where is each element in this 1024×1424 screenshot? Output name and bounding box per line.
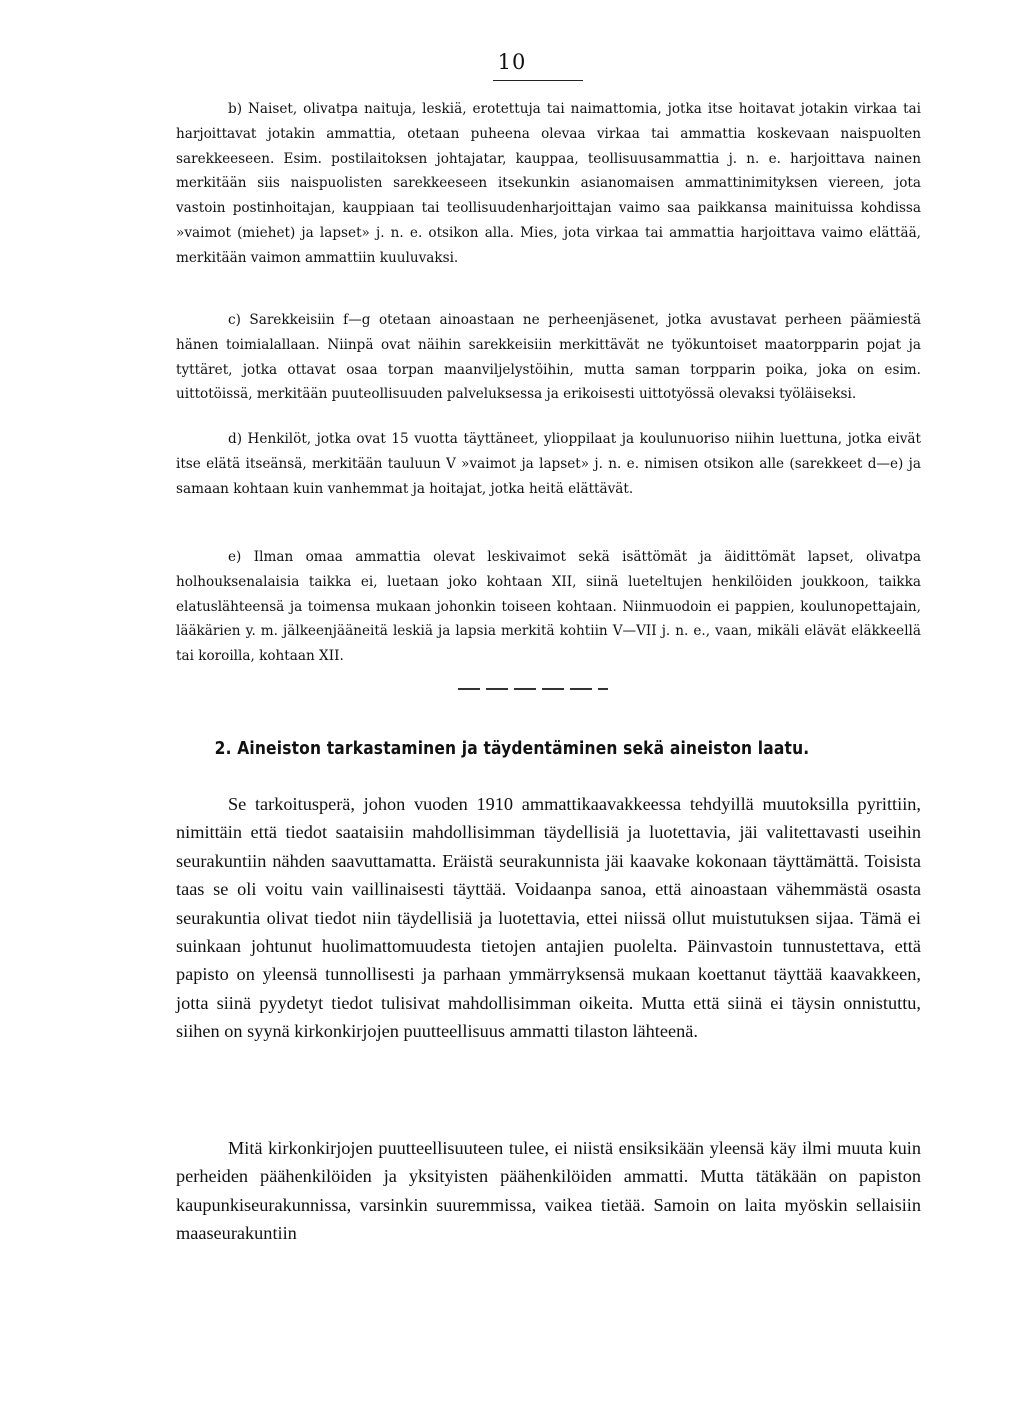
page-number: 10	[497, 50, 527, 74]
page-number-rule	[493, 80, 583, 81]
section-separator	[458, 688, 608, 690]
body-paragraph-2-text: Mitä kirkonkirjojen puutteellisuuteen tulee, ei niistä ensiksikään yleensä käy ilmi muuta kuin perheiden päähenkilöiden ja yksityisten päähenkilöiden ammatti. Mutta tätäkään on papiston kaupunkiseurakunnissa, varsinkin suuremmissa, vaikea tietää. Samoin on laita myöskin sellaisiin maaseurakuntiin	[176, 1138, 921, 1244]
body-paragraph-1-text: Se tarkoitusperä, johon vuoden 1910 ammattikaavakkeessa tehdyillä muutoksilla pyrittiin, nimittäin että tiedot saataisiin mahdollisimman täydellisiä ja luotettavia, jäi valitettavasti useihin seurakuntiin nähden saavuttamatta. Eräistä seurakunnista jäi kaavake kokonaan täyttämättä. Toisista taas se oli voitu vain vaillinaisesti täyttää. Voidaanpa sanoa, että ainoastaan vähemmästä osasta seurakuntia olivat tiedot niin täydellisiä ja luotettavia, ettei niissä ollut muistutuksen sijaa. Tämä ei suinkaan johtunut huolimattomuudesta tietojen antajien puolelta. Päinvastoin tunnustettava, että papisto on yleensä tunnollisesti ja parhaan ymmärryksensä mukaan koettanut täyttää kaavakkeen, jotta siinä pyydetyt tiedot tulisivat mahdollisimman oikeita. Mutta että siinä ei täysin onnistuttu, siihen on syynä kirkonkirjojen puutteellisuus ammatti tilaston lähteenä.	[176, 794, 921, 1042]
section-d-text: d) Henkilöt, jotka ovat 15 vuotta täyttäneet, ylioppilaat ja koulunuoriso niihin luettuna, jotka eivät itse elätä itseänsä, merkitään tauluun V »vaimot ja lapset» j. n. e. nimisen otsikon alle (sarekkeet d—e) ja samaan kohtaan kuin vanhemmat ja hoitajat, jotka heitä elättävät.	[176, 431, 921, 497]
section-c-text: c) Sarekkeisiin f—g otetaan ainoastaan ne perheenjäsenet, jotka avustavat perheen päämiestä hänen toimialallaan. Niinpä ovat näihin sarekkeisiin merkittävät ne työkuntoiset maatorpparin pojat ja tyttäret, jotka ottavat osaa torpan maanviljelystöihin, mutta saman torpparin poika, joka on esim. uittotöissä, merkitään puuteollisuuden palveluksessa ja erikoisesti uittotyössä olevaksi työläiseksi.	[176, 312, 921, 403]
section-b	[176, 97, 921, 271]
section-d	[176, 427, 921, 501]
section-e-text: e) Ilman omaa ammattia olevat leskivaimot sekä isättömät ja äidittömät lapset, olivatpa holhouksenalaisia taikka ei, luetaan joko kohtaan XII, siinä lueteltujen henkilöiden joukkoon, taikka elatuslähteensä ja toimensa mukaan johonkin toiseen kohtaan. Niinmuodoin ei pappien, koulunopettajain, lääkärien y. m. jälkeenjääneitä leskiä ja lapsia merkitä kohtiin V—VII j. n. e., vaan, mikäli elävät eläkkeellä tai koroilla, kohtaan XII.	[176, 549, 921, 665]
section-b-text: b) Naiset, olivatpa naituja, leskiä, erotettuja tai naimattomia, jotka itse hoitavat jotakin virkaa tai harjoittavat jotakin ammattia, otetaan puheena olevaa virkaa tai ammattia koskevaan naispuolten sarekkeeseen. Esim. postilaitoksen johtajatar, kauppaa, teollisuusammattia j. n. e. harjoittava nainen merkitään siis naispuolisten sarekkeeseen itsekunkin asianomaisen ammattinimityksen viereen, jota vastoin postinhoitajan, kauppiaan tai teollisuudenharjoittajan vaimo saa paikkansa mainituissa kohdissa »vaimot (miehet) ja lapset» j. n. e. otsikon alla. Mies, jota virkaa tai ammattia harjoittava vaimo elättää, merkitään vaimon ammattiin kuuluvaksi.	[176, 101, 921, 266]
section-heading: 2. Aineiston tarkastaminen ja täydentäminen sekä aineiston laatu.	[214, 738, 810, 759]
body-paragraph-1	[176, 790, 921, 1046]
section-c	[176, 308, 921, 407]
section-e	[176, 545, 921, 669]
body-paragraph-2	[176, 1134, 921, 1248]
